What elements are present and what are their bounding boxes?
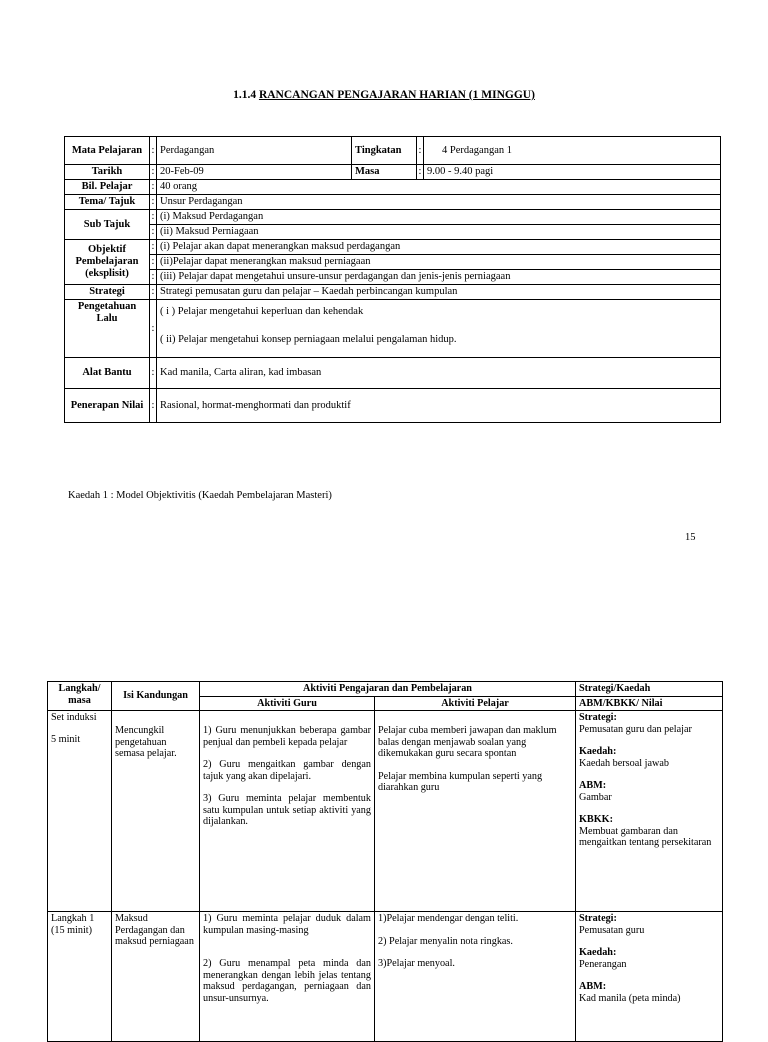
abm-text: Gambar [579,791,612,803]
lesson-plan-table [47,681,723,1042]
header-pelajar: Aktiviti Pelajar [375,696,576,711]
pengetahuan-value [157,300,721,358]
colon: : [150,210,157,225]
page-title [0,89,768,101]
kaedah-heading: Kaedah: [579,746,617,757]
sub-label: Sub Tajuk [65,210,150,240]
penerapan-value: Rasional, hormat-menghormati dan produktif [157,389,721,423]
header-strategi: Strategi/Kaedah [576,682,723,697]
header-guru: Aktiviti Guru [200,696,375,711]
row2-isi: Maksud Perdagangan dan maksud perniagaan [112,912,200,1042]
pengetahuan-item-1: ( i ) Pelajar mengetahui keperluan dan kehendak [160,306,364,317]
colon: : [150,255,157,270]
abm-text: Kad manila (peta minda) [579,992,681,1004]
objektif-value-1: (i) Pelajar akan dapat menerangkan maksud perdagangan [157,240,721,255]
pengetahuan-item-2: ( ii) Pelajar mengetahui konsep perniagaan melalui pengalaman hidup. [160,334,457,345]
page-number: 15 [685,532,696,543]
row2-guru [200,912,375,1042]
header-langkah: Langkah/ masa [48,682,112,711]
row1-guru-3: 3) Guru meminta pelajar membentuk satu kumpulan untuk setiap aktiviti yang dijalankan. [203,793,371,827]
row2-pelajar-2: 2) Pelajar menyalin nota ringkas. [378,935,513,947]
bil-value: 40 orang [157,180,721,195]
colon: : [150,389,157,423]
objektif-value-3: (iii) Pelajar dapat mengetahui unsure-unsur perdagangan dan jenis-jenis perniagaan [157,270,721,285]
colon: : [150,180,157,195]
kaedah-text: Kaedah bersoal jawab [579,757,669,769]
tingkatan-value: 4 Perdagangan 1 [424,137,721,165]
colon: : [150,195,157,210]
colon: : [150,240,157,255]
row1-pelajar [375,711,576,912]
pengetahuan-label: Pengetahuan Lalu [65,300,150,358]
alat-value: Kad manila, Carta aliran, kad imbasan [157,358,721,389]
colon: : [150,358,157,389]
kaedah-text: Penerangan [579,958,627,970]
sub-value-2: (ii) Maksud Perniagaan [157,225,721,240]
section-title: RANCANGAN PENGAJARAN HARIAN (1 MINGGU) [258,89,535,101]
row2-strategi [576,912,723,1042]
tarikh-value: 20-Feb-09 [157,165,352,180]
row2-langkah: Langkah 1 (15 minit) [48,912,112,1042]
row1-langkah [48,711,112,912]
alat-label: Alat Bantu [65,358,150,389]
row1-isi: Mencungkil pengetahuan semasa pelajar. [112,711,200,912]
objektif-value-2: (ii)Pelajar dapat menerangkan maksud perniagaan [157,255,721,270]
header-isi: Isi Kandungan [112,682,200,711]
row1-masa: 5 minit [51,733,81,745]
objektif-label: Objektif Pembelajaran (eksplisit) [65,240,150,285]
colon: : [150,300,157,358]
colon: : [417,165,424,180]
row1-guru-1: 1) Guru menunjukkan beberapa gambar penjual dan pembeli kepada pelajar [203,725,371,748]
row1-guru [200,711,375,912]
row2-guru-1: 1) Guru meminta pelajar duduk dalam kumpulan masing-masing [203,913,371,936]
strategi-label: Strategi [65,285,150,300]
lesson-info-table [64,136,721,423]
colon: : [150,270,157,285]
tema-label: Tema/ Tajuk [65,195,150,210]
masa-value: 9.00 - 9.40 pagi [424,165,721,180]
abm-heading: ABM: [579,780,607,791]
row1-pelajar-2: Pelajar membina kumpulan seperti yang diarahkan guru [378,770,543,793]
sub-value-1: (i) Maksud Perdagangan [157,210,721,225]
bil-label: Bil. Pelajar [65,180,150,195]
row1-strategi [576,711,723,912]
colon: : [417,137,424,165]
colon: : [150,137,157,165]
row2-pelajar [375,912,576,1042]
row2-pelajar-3: 3)Pelajar menyoal. [378,958,455,969]
strategi-value: Strategi pemusatan guru dan pelajar – Kaedah perbincangan kumpulan [157,285,721,300]
row2-guru-2: 2) Guru menampal peta minda dan menerangkan dengan lebih jelas tentang maksud perdagangan, perniagaan dan unsur-unsurnya. [203,958,371,1004]
colon: : [150,225,157,240]
strategi-text: Pemusatan guru dan pelajar [579,723,692,735]
strategi-text: Pemusatan guru [579,924,645,936]
tema-value: Unsur Perdagangan [157,195,721,210]
mata-value: Perdagangan [157,137,352,165]
tarikh-label: Tarikh [65,165,150,180]
kbkk-text: Membuat gambaran dan mengaitkan tentang persekitaran [579,825,712,848]
strategi-heading: Strategi: [579,913,617,924]
row1-pelajar-1: Pelajar cuba memberi jawapan dan maklum balas dengan menjawab soalan yang dikemukakan guru secara spontan [378,725,557,759]
row2-pelajar-1: 1)Pelajar mendengar dengan teliti. [378,913,519,924]
row1-guru-2: 2) Guru mengaitkan gambar dengan tajuk yang akan dipelajari. [203,759,371,782]
header-aktiviti: Aktiviti Pengajaran dan Pembelajaran [200,682,576,697]
row1-langkah-label: Set induksi [51,712,97,723]
header-abm: ABM/KBKK/ Nilai [576,696,723,711]
abm-heading: ABM: [579,981,607,992]
penerapan-label: Penerapan Nilai [65,389,150,423]
kbkk-heading: KBKK: [579,814,613,825]
masa-label: Masa [352,165,417,180]
tingkatan-label: Tingkatan [352,137,417,165]
colon: : [150,165,157,180]
colon: : [150,285,157,300]
strategi-heading: Strategi: [579,712,617,723]
kaedah-heading: Kaedah: [579,947,617,958]
section-number: 1.1.4 [233,89,257,101]
mata-label: Mata Pelajaran [65,137,150,165]
method-caption: Kaedah 1 : Model Objektivitis (Kaedah Pembelajaran Masteri) [68,490,332,501]
